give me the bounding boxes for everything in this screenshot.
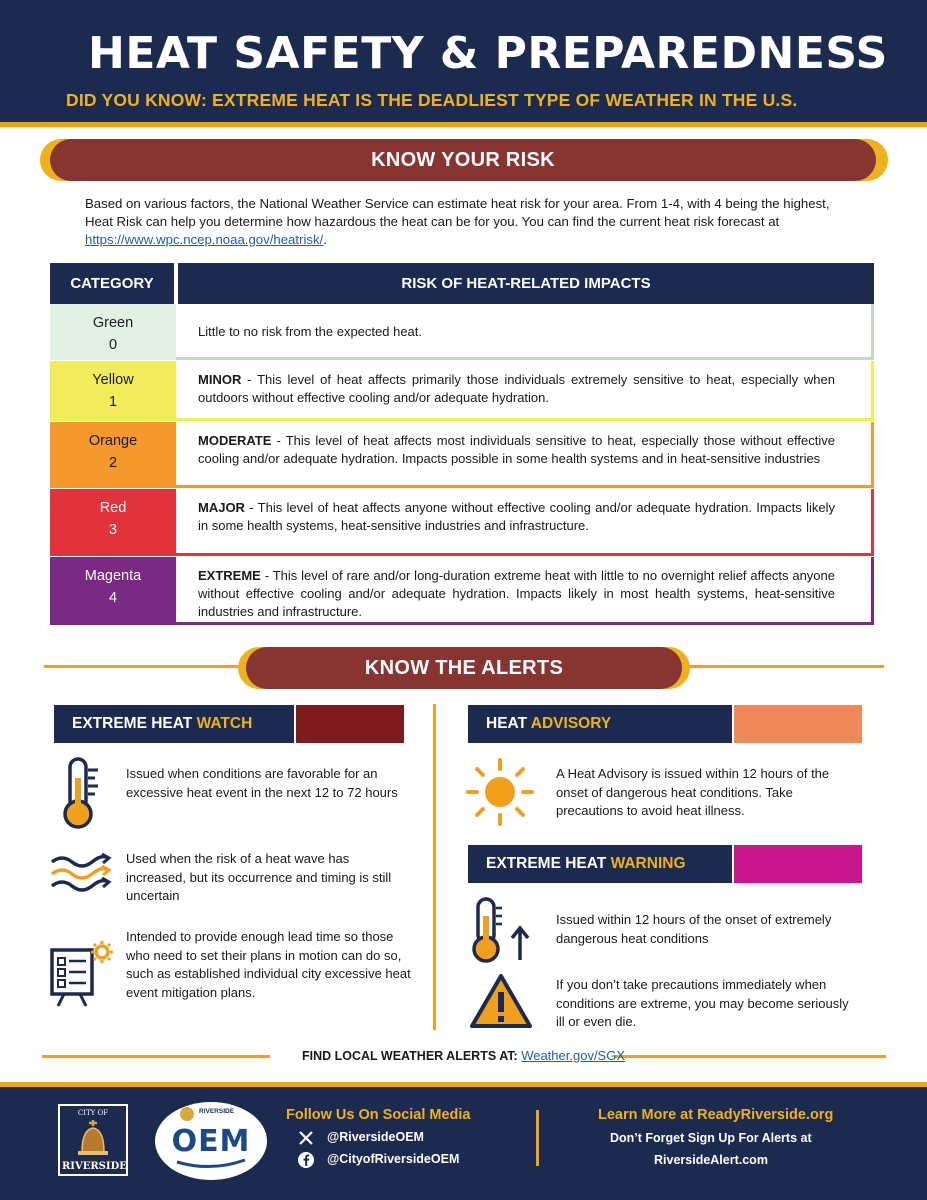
bell-icon	[74, 1118, 112, 1158]
category-header: CATEGORY	[50, 263, 174, 304]
risk-description-text: - This level of rare and/or long-duration extreme heat with little to no overnight relief affects anyone without effective cooling and/or adequate hydration. Impacts likely in most health systems, heat-sensitive industries and infrastructure.	[198, 568, 835, 619]
risk-category-red	[50, 489, 176, 556]
risk-description-green	[176, 304, 874, 360]
risk-category-level: 4	[108, 590, 118, 606]
watch-item-2: Used when the risk of a heat wave has increased, but its occurrence and timing is still uncertain	[126, 851, 392, 903]
risk-category-level: 2	[108, 455, 118, 471]
risk-description-red	[176, 489, 874, 556]
oem-swoosh-icon	[175, 1158, 247, 1170]
social-title: Follow Us On Social Media	[286, 1107, 471, 1123]
extreme-heat-warning-label: EXTREME HEAT WARNING	[468, 845, 732, 883]
warning-item-2: If you don’t take precautions immediately when conditions are extreme, you may become seriously ill or even die.	[556, 977, 849, 1029]
find-alerts-line: FIND LOCAL WEATHER ALERTS AT: Weather.gov/SGX	[301, 1048, 626, 1063]
warning-color-swatch	[734, 845, 862, 883]
risk-description-magenta	[176, 557, 874, 625]
oem-seal-icon	[179, 1106, 195, 1122]
heat-advisory-label: HEAT ADVISORY	[468, 705, 732, 743]
risk-category-name: Yellow	[92, 372, 134, 388]
risk-description-text: Little to no risk from the expected heat.	[198, 324, 423, 339]
riverside-alert-link[interactable]: RiversideAlert.com	[654, 1153, 768, 1167]
thermometer-rising-icon	[470, 896, 532, 964]
warning-triangle-icon	[468, 972, 534, 1030]
watch-item-3: Intended to provide enough lead time so those who need to set their plans in motion can do so, such as established individual city excessive heat event mitigation plans.	[126, 929, 411, 1000]
risk-category-green	[50, 304, 176, 360]
sun-icon	[465, 757, 535, 827]
know-risk-title: KNOW YOUR RISK	[50, 139, 876, 181]
oem-logo: RIVERSIDE OEM	[155, 1102, 267, 1180]
heat-waves-icon	[50, 852, 112, 894]
risk-category-level: 1	[108, 394, 118, 410]
risk-category-name: Magenta	[84, 568, 142, 584]
warning-item-1: Issued within 12 hours of the onset of extremely dangerous heat conditions	[556, 912, 832, 946]
risk-category-name: Orange	[88, 433, 138, 449]
social-facebook-handle[interactable]: @CityofRiversideOEM	[327, 1152, 460, 1166]
know-risk-banner	[40, 139, 888, 181]
header-banner	[0, 0, 927, 122]
risk-category-name: Red	[99, 500, 127, 516]
risk-level-label: EXTREME	[198, 568, 261, 583]
oem-wordmark: OEM	[171, 1124, 251, 1159]
facebook-icon[interactable]	[298, 1152, 314, 1168]
footer-column-divider	[536, 1110, 539, 1166]
risk-header: RISK OF HEAT-RELATED IMPACTS	[178, 263, 874, 304]
risk-category-orange	[50, 422, 176, 488]
alerts-signup-line: Don’t Forget Sign Up For Alerts at	[610, 1131, 812, 1145]
heatrisk-link[interactable]: https://www.wpc.ncep.noaa.gov/heatrisk/	[85, 232, 324, 247]
city-riverside-logo: CITY OF RIVERSIDE	[58, 1104, 128, 1176]
risk-description-text: - This level of heat affects anyone without effective cooling and/or adequate hydration. Impacts likely in some health systems, heat-sensitive industries and infrastructure.	[198, 500, 835, 533]
extreme-heat-watch-label: EXTREME HEAT WATCH	[54, 705, 294, 743]
page-title: HEAT SAFETY & PREPAREDNESS	[88, 28, 888, 79]
weather-gov-link[interactable]: Weather.gov/SGX	[521, 1048, 626, 1063]
risk-category-level: 0	[108, 337, 118, 353]
risk-level-label: MINOR	[198, 372, 242, 387]
footer-divider	[0, 1082, 927, 1087]
watch-item-1: Issued when conditions are favorable for an excessive heat event in the next 12 to 72 hours	[126, 766, 398, 800]
header-divider	[0, 122, 927, 127]
page-subtitle: DID YOU KNOW: EXTREME HEAT IS THE DEADLIEST TYPE OF WEATHER IN THE U.S.	[66, 90, 798, 110]
column-divider	[433, 704, 436, 1030]
risk-level-label: MODERATE	[198, 433, 272, 448]
advisory-color-swatch	[734, 705, 862, 743]
watch-color-swatch	[296, 705, 404, 743]
risk-category-yellow	[50, 361, 176, 421]
risk-category-level: 3	[108, 522, 118, 538]
city-seal-label: RIVERSIDE	[62, 1161, 127, 1172]
risk-category-magenta	[50, 557, 176, 625]
social-x-handle[interactable]: @RiversideOEM	[327, 1130, 424, 1144]
learn-more-title[interactable]: Learn More at ReadyRiverside.org	[598, 1107, 834, 1123]
risk-category-name: Green	[92, 315, 134, 331]
risk-description-text: - This level of heat affects most individuals sensitive to heat, especially those without effective cooling and/or adequate hydration. Impacts possible in some health systems and in heat-sensitive industries	[198, 433, 835, 466]
risk-description-text: - This level of heat affects primarily those individuals extremely sensitive to heat, especially when outdoors without effective cooling and/or adequate hydration.	[198, 372, 835, 405]
risk-description-orange	[176, 422, 874, 488]
risk-level-label: MAJOR	[198, 500, 245, 515]
know-alerts-title: KNOW THE ALERTS	[246, 647, 682, 689]
thermometer-icon	[58, 756, 104, 830]
risk-description-yellow	[176, 361, 874, 421]
advisory-item-1: A Heat Advisory is issued within 12 hours of the onset of dangerous heat conditions. Take precautions to avoid heat illness.	[556, 766, 830, 818]
heat-risk-intro: Based on various factors, the National Weather Service can estimate heat risk for your area. From 1-4, with 4 being the highest, Heat Risk can help you determine how hazardous the heat can be for you. You can find the current heat risk forecast at https://www.wpc.ncep.noaa.gov/heatrisk/.	[85, 196, 830, 247]
plan-board-icon	[48, 940, 116, 1008]
x-icon[interactable]	[298, 1130, 314, 1146]
know-alerts-banner	[238, 647, 690, 689]
